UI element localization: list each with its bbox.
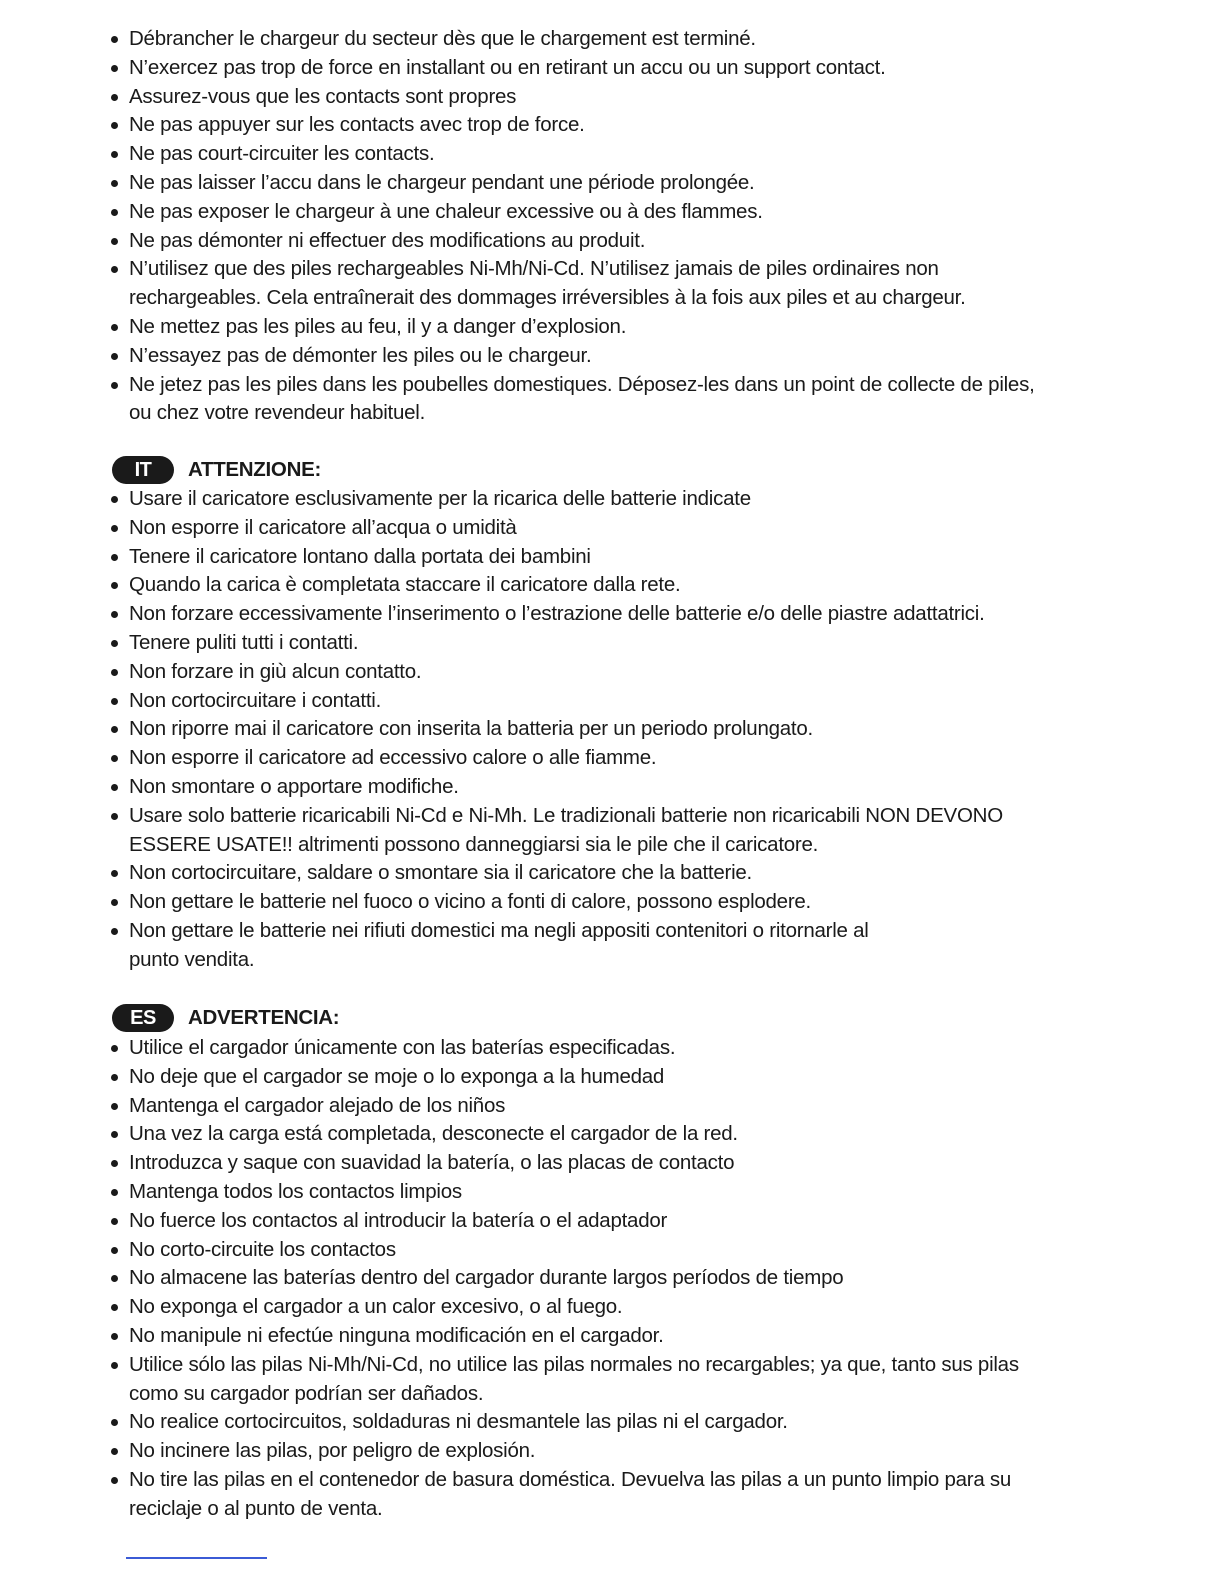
list-item-text-continued: ESSERE USATE!! altrimenti possono danneggiarsi sia le pile che il caricatore.	[129, 832, 819, 856]
list-item	[108, 888, 1108, 917]
list-item	[108, 1149, 1108, 1178]
list-item-text: Non riporre mai il caricatore con inserita la batteria per un periodo prolungato.	[129, 717, 813, 741]
list-item-text: Quando la carica è completata staccare il caricatore dalla rete.	[129, 573, 681, 597]
list-item	[108, 687, 1108, 716]
list-item-text: Tenere il caricatore lontano dalla portata dei bambini	[129, 544, 591, 568]
list-item-text: Una vez la carga está completada, desconecte el cargador de la red.	[129, 1122, 738, 1146]
list-item-text: Non gettare le batterie nel fuoco o vicino a fonti di calore, possono esplodere.	[129, 890, 811, 914]
list-item	[108, 859, 1108, 888]
list-item-text: Ne mettez pas les piles au feu, il y a danger d’explosion.	[129, 314, 627, 338]
list-item-text: Non cortocircuitare i contatti.	[129, 688, 382, 712]
list-item	[108, 715, 1108, 744]
list-item	[108, 111, 1108, 140]
french-warning-list	[108, 25, 1108, 428]
list-item	[108, 1120, 1108, 1149]
list-item	[108, 485, 1108, 514]
section-title-es: ADVERTENCIA:	[188, 1006, 340, 1029]
list-item	[108, 1466, 1108, 1524]
list-item	[108, 600, 1108, 629]
list-item-text: Non gettare le batterie nei rifiuti domestici ma negli appositi contenitori o ritornarle al	[129, 918, 869, 942]
list-item	[108, 1063, 1108, 1092]
list-item-text: Non esporre il caricatore ad eccessivo calore o alle fiamme.	[129, 746, 657, 770]
list-item	[108, 773, 1108, 802]
list-item	[108, 227, 1108, 256]
list-item	[108, 917, 1108, 975]
list-item-text: Ne pas court-circuiter les contacts.	[129, 142, 435, 166]
list-item-text: Ne pas appuyer sur les contacts avec trop de force.	[129, 113, 585, 137]
list-item-text-continued: reciclaje o al punto de venta.	[129, 1496, 383, 1520]
list-item-text: Ne pas démonter ni effectuer des modifications au produit.	[129, 228, 646, 252]
list-item-text: Ne jetez pas les piles dans les poubelles domestiques. Déposez-les dans un point de collecte de piles,	[129, 372, 1035, 396]
list-item-text: Mantenga el cargador alejado de los niños	[129, 1093, 506, 1117]
list-item	[108, 25, 1108, 54]
list-item	[108, 83, 1108, 112]
list-item	[108, 1092, 1108, 1121]
list-item-text: No fuerce los contactos al introducir la batería o el adaptador	[129, 1208, 668, 1232]
list-item-text: Non smontare o apportare modifiche.	[129, 774, 459, 798]
list-item	[108, 658, 1108, 687]
list-item-text: Utilice el cargador únicamente con las baterías especificadas.	[129, 1036, 676, 1059]
language-badge-es: ES	[112, 1004, 174, 1032]
italian-section-header	[112, 455, 321, 485]
italian-warning-list	[108, 485, 1108, 975]
list-item-text: Tenere puliti tutti i contatti.	[129, 630, 359, 654]
list-item-text-continued: ou chez votre revendeur habituel.	[129, 401, 426, 425]
list-item-text: No corto-circuite los contactos	[129, 1237, 396, 1261]
list-item	[108, 54, 1108, 83]
list-item-text-continued: punto vendita.	[129, 947, 255, 971]
list-item-text: No almacene las baterías dentro del cargador durante largos períodos de tiempo	[129, 1266, 844, 1290]
list-item	[108, 543, 1108, 572]
list-item	[108, 1351, 1108, 1409]
list-item	[108, 371, 1108, 429]
list-item-text: Assurez-vous que les contacts sont propres	[129, 84, 517, 108]
footer-divider	[126, 1557, 267, 1559]
list-item-text: Non cortocircuitare, saldare o smontare sia il caricatore che la batterie.	[129, 861, 752, 885]
list-item-text: N’exercez pas trop de force en installant ou en retirant un accu ou un support contact.	[129, 55, 886, 79]
list-item	[108, 1293, 1108, 1322]
spanish-section-header	[112, 1003, 339, 1033]
list-item	[108, 571, 1108, 600]
list-item	[108, 140, 1108, 169]
list-item	[108, 802, 1108, 860]
list-item-text: Introduzca y saque con suavidad la batería, o las placas de contacto	[129, 1151, 735, 1175]
list-item	[108, 1034, 1108, 1063]
list-item-text: Non forzare eccessivamente l’inserimento o l’estrazione delle batterie e/o delle piastre adattatrici.	[129, 602, 985, 626]
list-item	[108, 342, 1108, 371]
list-item	[108, 313, 1108, 342]
list-item-text: Usare solo batterie ricaricabili Ni-Cd e Ni-Mh. Le tradizionali batterie non ricaricabili NON DEVONO	[129, 803, 1003, 827]
list-item-text: Non esporre il caricatore all’acqua o umidità	[129, 515, 517, 539]
list-item	[108, 1437, 1108, 1466]
list-item	[108, 514, 1108, 543]
list-item-text: Ne pas exposer le chargeur à une chaleur excessive ou à des flammes.	[129, 199, 763, 223]
list-item	[108, 744, 1108, 773]
list-item	[108, 629, 1108, 658]
list-item	[108, 1236, 1108, 1265]
section-title-it: ATTENZIONE:	[188, 458, 321, 481]
list-item-text: Débrancher le chargeur du secteur dès que le chargement est terminé.	[129, 27, 756, 50]
list-item-text: No realice cortocircuitos, soldaduras ni desmantele las pilas ni el cargador.	[129, 1410, 788, 1434]
list-item-text: No incinere las pilas, por peligro de explosión.	[129, 1439, 536, 1463]
list-item-text: No manipule ni efectúe ninguna modificación en el cargador.	[129, 1323, 664, 1347]
list-item-text: Mantenga todos los contactos limpios	[129, 1179, 462, 1203]
list-item-text: N’utilisez que des piles rechargeables Ni-Mh/Ni-Cd. N’utilisez jamais de piles ordinaires non	[129, 257, 939, 281]
list-item-text: Usare il caricatore esclusivamente per la ricarica delle batterie indicate	[129, 487, 751, 510]
list-item	[108, 169, 1108, 198]
list-item	[108, 1408, 1108, 1437]
language-badge-it: IT	[112, 456, 174, 484]
list-item-text: Ne pas laisser l’accu dans le chargeur pendant une période prolongée.	[129, 170, 755, 194]
list-item-text: No exponga el cargador a un calor excesivo, o al fuego.	[129, 1295, 623, 1319]
list-item-text: Utilice sólo las pilas Ni-Mh/Ni-Cd, no utilice las pilas normales no recargables; ya que, tanto sus pilas	[129, 1352, 1019, 1376]
list-item	[108, 1178, 1108, 1207]
list-item	[108, 255, 1108, 313]
list-item-text: Non forzare in giù alcun contatto.	[129, 659, 422, 683]
list-item-text: No deje que el cargador se moje o lo exponga a la humedad	[129, 1064, 665, 1088]
list-item-text-continued: rechargeables. Cela entraînerait des dommages irréversibles à la fois aux piles et au chargeur.	[129, 286, 966, 310]
list-item-text-continued: como su cargador podrían ser dañados.	[129, 1381, 484, 1405]
list-item	[108, 198, 1108, 227]
spanish-warning-list	[108, 1034, 1108, 1524]
list-item-text: N’essayez pas de démonter les piles ou le chargeur.	[129, 343, 592, 367]
list-item	[108, 1322, 1108, 1351]
list-item-text: No tire las pilas en el contenedor de basura doméstica. Devuelva las pilas a un punto limpio para su	[129, 1467, 1012, 1491]
list-item	[108, 1207, 1108, 1236]
list-item	[108, 1264, 1108, 1293]
